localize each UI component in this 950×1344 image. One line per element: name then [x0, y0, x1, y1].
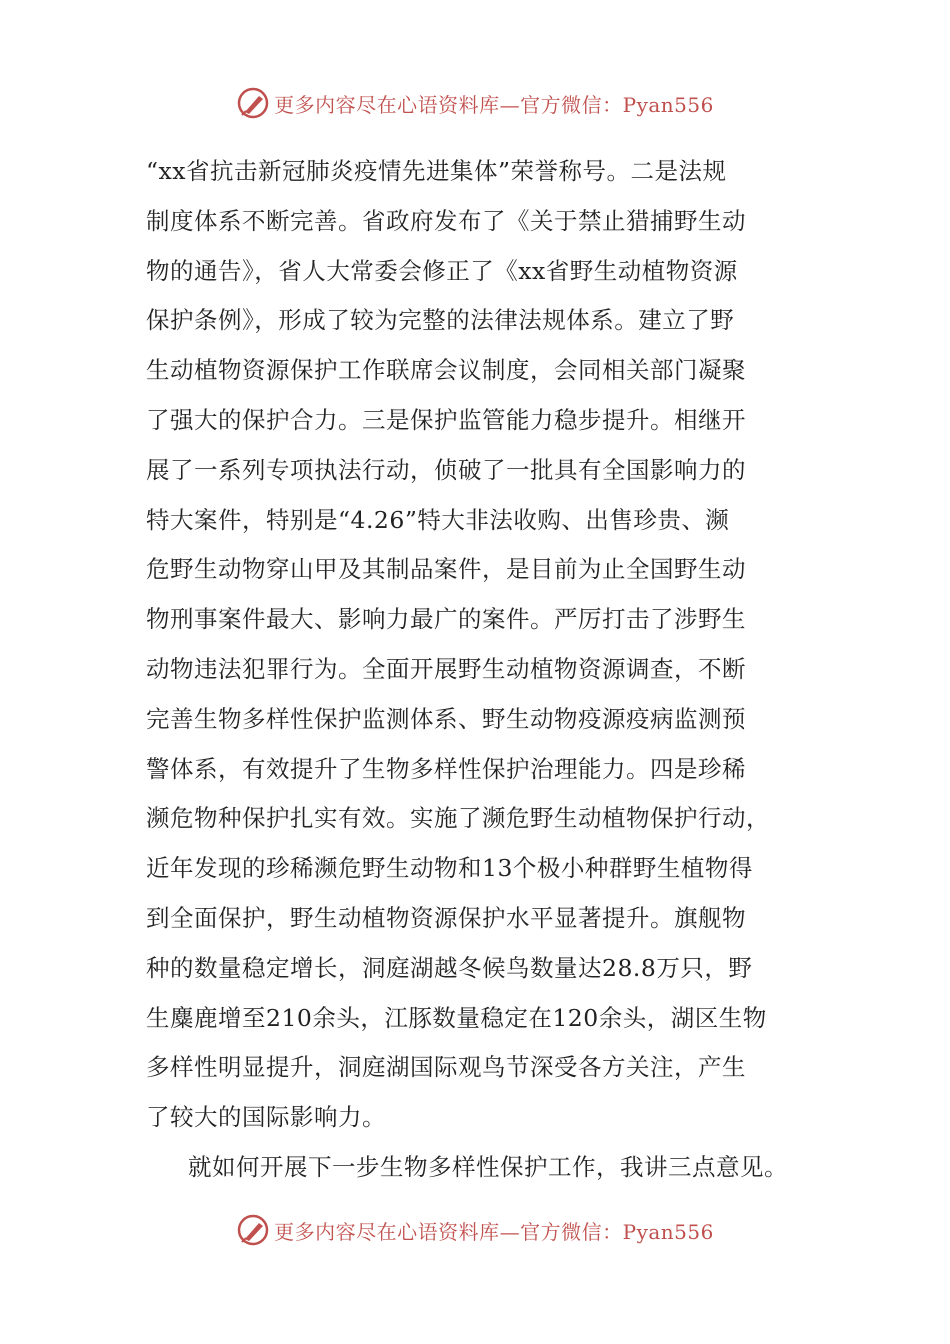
- text-line: 特大案件，特别是“4.26”特大非法收购、出售珍贵、濒: [146, 505, 730, 534]
- pen-logo-icon: [236, 86, 270, 120]
- text-line: 动物违法犯罪行为。全面开展野生动植物资源调查，不断: [146, 654, 746, 683]
- text-line: 濒危物种保护扎实有效。实施了濒危野生动植物保护行动，: [146, 804, 770, 833]
- text-line: 就如何开展下一步生物多样性保护工作，我讲三点意见。: [188, 1153, 788, 1181]
- pen-logo-icon: [236, 1213, 270, 1247]
- footer-banner-text: 更多内容尽在心语资料库—官方微信：Pyan556: [274, 1219, 714, 1244]
- closing-paragraph: [188, 1143, 848, 1193]
- text-line: 近年发现的珍稀濒危野生动物和13个极小种群野生植物得: [146, 854, 753, 883]
- text-line: 展了一系列专项执法行动，侦破了一批具有全国影响力的: [146, 455, 746, 484]
- text-line: 完善生物多样性保护监测体系、野生动物疫源疫病监测预: [146, 704, 746, 733]
- text-line: 制度体系不断完善。省政府发布了《关于禁止猎捕野生动: [146, 206, 746, 235]
- document-body: [146, 147, 806, 1143]
- text-line: 生动植物资源保护工作联席会议制度，会同相关部门凝聚: [146, 356, 746, 385]
- text-line: 物的通告》，省人大常委会修正了《xx省野生动植物资源: [146, 256, 738, 285]
- text-line: 了强大的保护合力。三是保护监管能力稳步提升。相继开: [146, 405, 746, 434]
- text-line: 保护条例》，形成了较为完整的法律法规体系。建立了野: [146, 306, 735, 335]
- header-banner-text: 更多内容尽在心语资料库—官方微信：Pyan556: [274, 92, 714, 117]
- text-line: 物刑事案件最大、影响力最广的案件。严厉打击了涉野生: [146, 605, 746, 634]
- text-line: 多样性明显提升，洞庭湖国际观鸟节深受各方关注，产生: [146, 1053, 746, 1082]
- footer-watermark-banner: [0, 1212, 950, 1248]
- text-line: 种的数量稳定增长，洞庭湖越冬候鸟数量达28.8万只，野: [146, 953, 753, 982]
- text-line: 了较大的国际影响力。: [146, 1103, 386, 1132]
- text-line: 到全面保护，野生动植物资源保护水平显著提升。旗舰物: [146, 903, 746, 932]
- text-line: 生麋鹿增至210余头，江豚数量稳定在120余头，湖区生物: [146, 1003, 767, 1032]
- text-line: 危野生动物穿山甲及其制品案件，是目前为止全国野生动: [146, 555, 746, 584]
- header-watermark-banner: [0, 85, 950, 121]
- text-line: 警体系，有效提升了生物多样性保护治理能力。四是珍稀: [146, 754, 746, 783]
- text-line: “xx省抗击新冠肺炎疫情先进集体”荣誉称号。二是法规: [146, 157, 727, 185]
